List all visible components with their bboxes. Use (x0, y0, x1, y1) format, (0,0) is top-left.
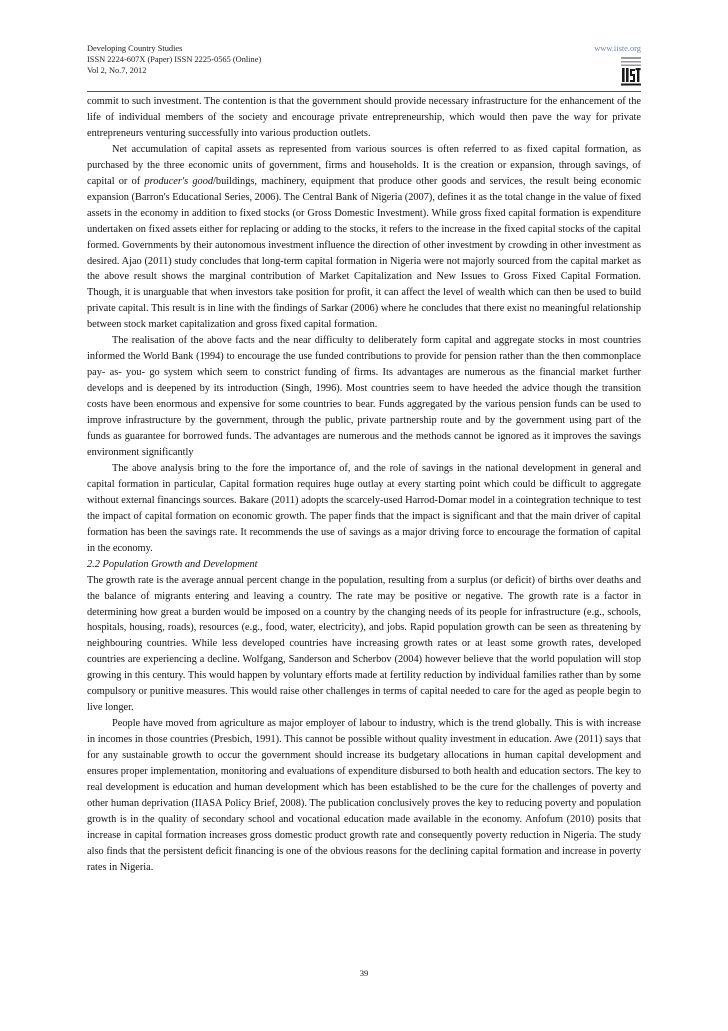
header-rule (87, 91, 641, 92)
text-run: Net accumulation of capital assets as represented from various sources is often referred to as fixed capital formation, as purchased by the three economic units of government, firms and households. It is the creation or expansion, through savings, of capital or of (87, 143, 641, 187)
body-paragraph (87, 142, 641, 333)
body-paragraph (87, 573, 641, 717)
issn-line: ISSN 2224-607X (Paper) ISSN 2225-0565 (Online) (87, 55, 262, 64)
text-run: The above analysis bring to the fore the importance of, and the role of savings in the national development in general and capital formation in particular, Capital formation requires huge outlay at every starting point which could be difficult to aggregate without external financings sources. Bakare (2011) adopts the scarcely-used Harrod-Domar model in a cointegration technique to test the impact of capital formation on economic growth. The paper finds that the impact is significant and that the main driver of capital formation has been the savings rate. It recommends the use of savings as a major driving force to encourage the formation of capital in the economy. (87, 462, 641, 554)
text-run: /buildings, machinery, equipment that produce other goods and services, the result being economic expansion (Barron's Educational Series, 2006). The Central Bank of Nigeria (2007), defines it as the total change in the value of fixed assets in the economy in addition to fixed stocks (or Gross Domestic Investment). While gross fixed capital formation is expenditure undertaken on fixed assets either for replacing or adding to the stocks, it refers to the increase in the fixed capital stocks of the capital formed. Governments by their autonomous investment influence the direction of other investment by crowding in other investment as desired. Ajao (2011) study concludes that long-term capital formation in Nigeria were not majorly sourced from the capital market as the above result shows the marginal contribution of Market Capitalization and New Issues to Gross Fixed Capital Formation. Though, it is unarguable that when investors take position for profit, it can affect the level of wealth which can then be used to build private capital. This result is in line with the findings of Sarkar (2006) where he concludes that there exist no meaningful relationship between stock market capitalization and gross fixed capital formation. (87, 175, 641, 331)
journal-name: Developing Country Studies (87, 44, 183, 53)
text-run: The growth rate is the average annual percent change in the population, resulting from a surplus (or deficit) of births over deaths and the balance of migrants entering and leaving a country. The rate may be positive or negative. The growth rate is a factor in determining how great a burden would be imposed on a country by the changing needs of its people for infrastructure (e.g., schools, hospitals, housing, roads), resources (e.g., food, water, electricity), and jobs. Rapid population growth can be seen as threatening by neighbouring countries. While less developed countries have increasing growth rates or at least some growth rates, developed countries are experiencing a decline. Wolfgang, Sanderson and Scherbov (2004) however believe that the world population will stop growing in this century. This would happen by voluntary efforts made at fertility reduction by individual families rather than by some compulsory or punitive measures. This would raise other challenges in terms of capital needed to care for the aged as people begin to live longer. (87, 574, 641, 714)
text-run: commit to such investment. The contention is that the government should provide necessary infrastructure for the enhancement of the life of individual members of the society and encourage private entrepreneurship, which would then pave the way for private entrepreneurs venturing successfully into various production outlets. (87, 96, 641, 139)
text-run: People have moved from agriculture as major employer of labour to industry, which is the trend globally. This is with increase in incomes in those countries (Presbich, 1991). This cannot be possible without quality investment in education. Awe (2011) says that for any sustainable growth to occur the government should increase its budgetary allocations in human capital development and ensures proper implementation, monitoring and evaluations of expenditure disbursed to both health and education sectors. The key to real development is education and human development which has been established to be the cure for the challenges of poverty and other human deprivation (IIASA Policy Brief, 2008). The publication conclusively proves the key to reducing poverty and population growth is in the quality of secondary school and vocational education made available in the economy. Anfofum (2010) posits that increase in capital formation increases gross domestic product growth rate and consequently poverty reduction in Nigeria. The study also finds that the persistent deficit financing is one of the obvious reasons for the declining capital formation and increase in poverty rates in Nigeria. (87, 718, 641, 873)
body-paragraph (87, 716, 641, 876)
body-paragraph (87, 94, 641, 142)
volume-line: Vol 2, No.7, 2012 (87, 66, 147, 75)
running-header (87, 44, 641, 88)
body-paragraph (87, 461, 641, 557)
iiste-logo (621, 57, 641, 86)
section-heading: 2.2 Population Growth and Development (87, 558, 258, 570)
italic-term: producer's good (144, 175, 214, 187)
body-paragraph (87, 333, 641, 461)
journal-url-link[interactable]: www.iiste.org (594, 44, 641, 53)
page-number: 39 (359, 968, 369, 978)
text-run: The realisation of the above facts and the near difficulty to deliberately form capital and aggregate stocks in most countries informed the World Bank (1994) to encourage the use funded contributions to provide for pension rather than the then commonplace pay- as- you- go system which seem to constrict funding of firms. Its advantages are numerous as the financial market further develops and is deepened by its introduction (Singh, 1996). Most countries seem to have heeded the advice though the transition costs have been enormous and expensive for some countries to bear. Funds aggregated by the various pension funds can be used to improve infrastructure by the government, through the public, private partnership route and by the government using part of the funds as guarantee for borrowed funds. The advantages are numerous and the methods cannot be ignored as it improves the savings environment significantly (87, 335, 641, 458)
section-paragraphs (87, 573, 641, 876)
article-body (87, 94, 641, 876)
intro-paragraphs (87, 94, 641, 557)
